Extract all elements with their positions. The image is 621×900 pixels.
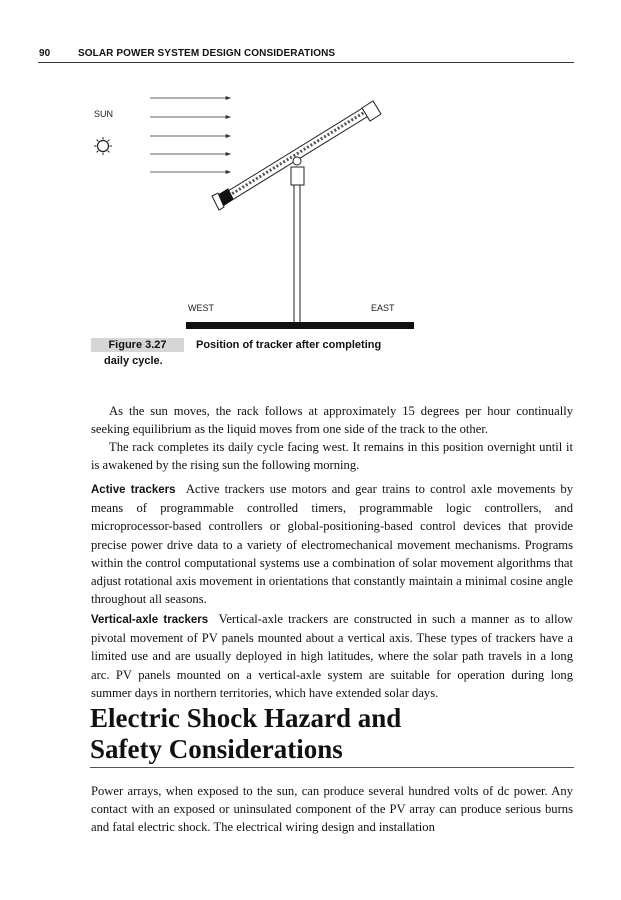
west-label: WEST [188, 303, 214, 313]
run-in-heading: Vertical-axle trackers [91, 614, 209, 626]
section-heading [90, 703, 574, 768]
tracker-figure [0, 0, 621, 340]
paragraph: The rack completes its daily cycle facing west. It remains in this position overnight until it is awakened by the rising sun the following morning. [91, 440, 573, 473]
solar-panel [212, 101, 381, 210]
page-number: 90 [39, 48, 51, 59]
section-heading-line1: Electric Shock Hazard and [90, 703, 402, 733]
figure-caption-label: Figure 3.27 [91, 338, 184, 352]
ground-line [186, 322, 414, 329]
tracker-mast [291, 157, 304, 322]
tracker-diagram [0, 0, 621, 340]
sun-label: SUN [94, 109, 114, 119]
paragraph-text: Active trackers use motors and gear trains to control axle movements by means of programmable controlled timers, programmable logic controllers, and microprocessor-based controllers or global-positioning-based control devices that provide precise power drive data to a variety of electromechanical movement mechanisms. Programs within the control computational systems use a combination of solar movement algorithms that adjust rotational axis movement in orientations that constantly maintain a minimal cosine angle throughout all seasons. [91, 482, 574, 607]
east-label: EAST [371, 303, 395, 313]
paragraph-section-body: Power arrays, when exposed to the sun, can produce several hundred volts of dc power. Any contact with an exposed or uninsulated component of the PV array can produce serious burns and fatal electric shock. The electrical wiring design and installation [91, 784, 573, 835]
running-title: SOLAR POWER SYSTEM DESIGN CONSIDERATIONS [78, 48, 336, 59]
paragraph-vertical-axle-trackers [91, 610, 573, 702]
section-heading-line2: Safety Considerations [90, 734, 343, 764]
figure-caption-text: Position of tracker after completing [196, 339, 382, 351]
paragraph-text: Vertical-axle trackers are constructed in such a manner as to allow pivotal movement of PV panels mounted about a vertical axis. These types of trackers have a limited use and are usually deployed in high latitudes, where the solar path travels in a long arc. PV panels mounted on a vertical-axle system are suitable for operation during long summer days in northern territories, which have extended solar days. [91, 612, 573, 700]
figure-caption-text-continued: daily cycle. [104, 355, 163, 367]
run-in-heading: Active trackers [91, 484, 176, 496]
sun-icon [94, 137, 112, 155]
paragraph-active-trackers [91, 480, 573, 608]
sun-ray-arrows [150, 97, 230, 174]
paragraph: As the sun moves, the rack follows at approximately 15 degrees per hour continually seeking equilibrium as the liquid moves from one side of the track to the other. [91, 404, 573, 437]
